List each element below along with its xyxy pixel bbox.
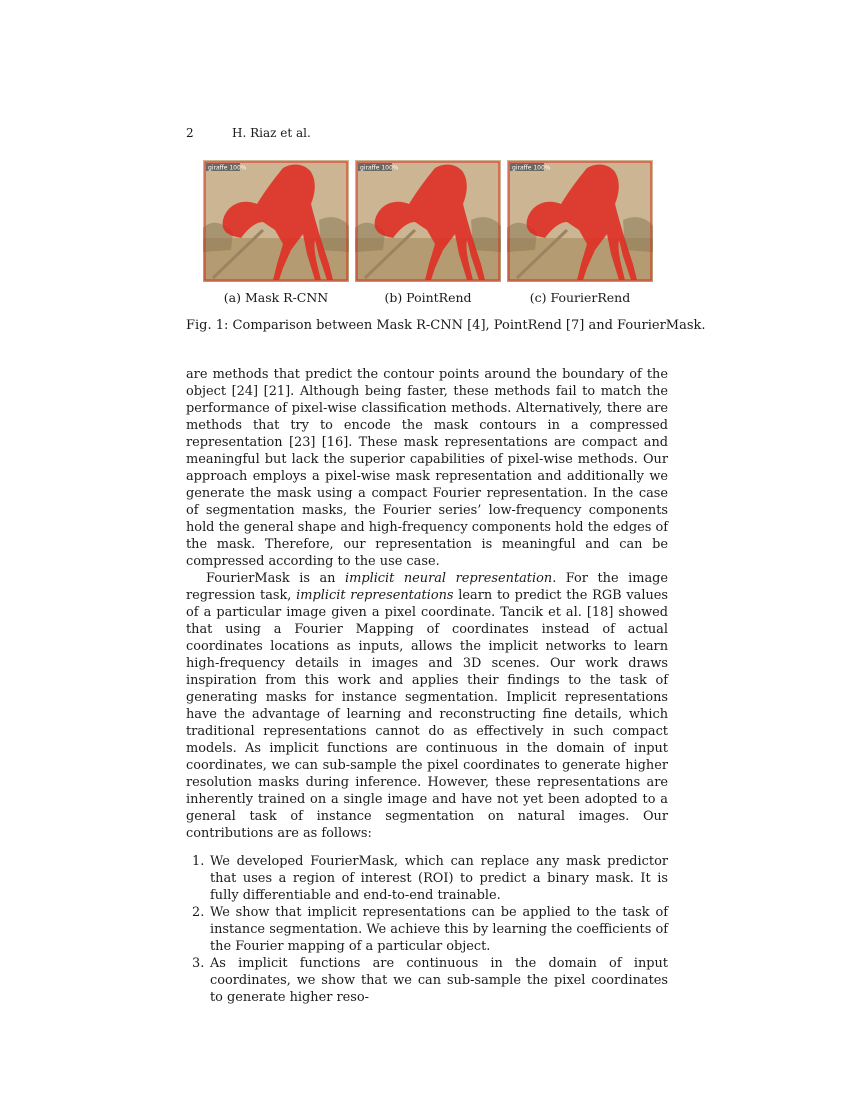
- text-run: . For the image regression task,: [186, 571, 669, 603]
- list-item: [186, 853, 668, 904]
- panel-fourierrend: [507, 160, 653, 305]
- emphasis: implicit neural representation: [344, 571, 553, 586]
- giraffe-image-mask-rcnn: [203, 160, 349, 282]
- list-item: [186, 955, 668, 1006]
- item-text: We developed FourierMask, which can replace any mask predictor that uses a region of interest (ROI) to predict a binary mask. It is fully differentiable and end-to-end trainable.: [210, 854, 668, 903]
- figure-1: [203, 160, 653, 305]
- body-text: [186, 366, 668, 1006]
- text-run: FourierMask is an: [206, 571, 345, 586]
- overlay-tag: giraffe 100%: [512, 164, 551, 172]
- running-head: [186, 126, 311, 140]
- subcaption: (a) Mask R-CNN: [223, 290, 329, 305]
- contributions-list: [186, 853, 668, 1006]
- running-authors: H. Riaz et al.: [232, 126, 311, 140]
- paragraph-implicit-representation: [186, 570, 668, 842]
- paragraph-contour-methods: are methods that predict the contour points around the boundary of the object [24] [21]. Although being faster, these methods fail to match the performance of pixel-wise classification methods. Alternatively, there are methods that try to encode the mask contours in a compressed representation [23] [16]. These mask representations are compact and meaningful but lack the superior capabilities of pixel-wise methods. Our approach employs a pixel-wise mask representation and additionally we generate the mask using a compact Fourier representation. In the case of segmentation masks, the Fourier series’ low-frequency components hold the general shape and high-frequency components hold the edges of the mask. Therefore, our representation is meaningful and can be compressed according to the use case.: [186, 367, 668, 569]
- giraffe-image-pointrend: [355, 160, 501, 282]
- subcaption: (c) FourierRend: [529, 290, 631, 305]
- shrub-right: [623, 217, 653, 252]
- item-number: 2.: [192, 905, 205, 920]
- subcaption: (b) PointRend: [384, 290, 472, 305]
- emphasis: implicit representations: [296, 588, 454, 603]
- figure-caption: Fig. 1: Comparison between Mask R-CNN [4], PointRend [7] and FourierMask.: [186, 318, 706, 333]
- shrub-right: [319, 217, 349, 252]
- panel-mask-rcnn: [203, 160, 349, 305]
- figure-panels: [203, 160, 653, 305]
- overlay-tag: giraffe 100%: [360, 164, 399, 172]
- list-item: [186, 904, 668, 955]
- text-run: learn to predict the RGB values of a particular image given a pixel coordinate. Tancik et al. [18] showed that using a Fourier Mapping of coordinates instead of actual coordinates locations as inputs, allows the implicit networks to learn high-frequency details in images and 3D scenes. Our work draws inspiration from this work and applies their findings to the task of generating masks for instance segmentation. Implicit representations have the advantage of learning and reconstructing fine details, which traditional representations cannot do as effectively in such compact models. As implicit functions are continuous in the domain of input coordinates, we can sub-sample the pixel coordinates to generate higher resolution masks during inference. However, these representations are inherently trained on a single image and have not yet been adopted to a general task of instance segmentation on natural images. Our contributions are as follows:: [186, 588, 668, 841]
- page-number: 2: [186, 126, 194, 140]
- item-number: 3.: [192, 956, 205, 971]
- overlay-tag: giraffe 100%: [208, 164, 247, 172]
- shrub-right: [471, 217, 501, 252]
- item-number: 1.: [192, 854, 205, 869]
- item-text: We show that implicit representations can be applied to the task of instance segmentation. We achieve this by learning the coefficients of the Fourier mapping of a particular object.: [210, 905, 668, 954]
- item-text: As implicit functions are continuous in the domain of input coordinates, we show that we can sub-sample the pixel coordinates to generate higher reso-: [210, 956, 668, 1005]
- panel-pointrend: [355, 160, 501, 305]
- giraffe-image-fourierrend: [507, 160, 653, 282]
